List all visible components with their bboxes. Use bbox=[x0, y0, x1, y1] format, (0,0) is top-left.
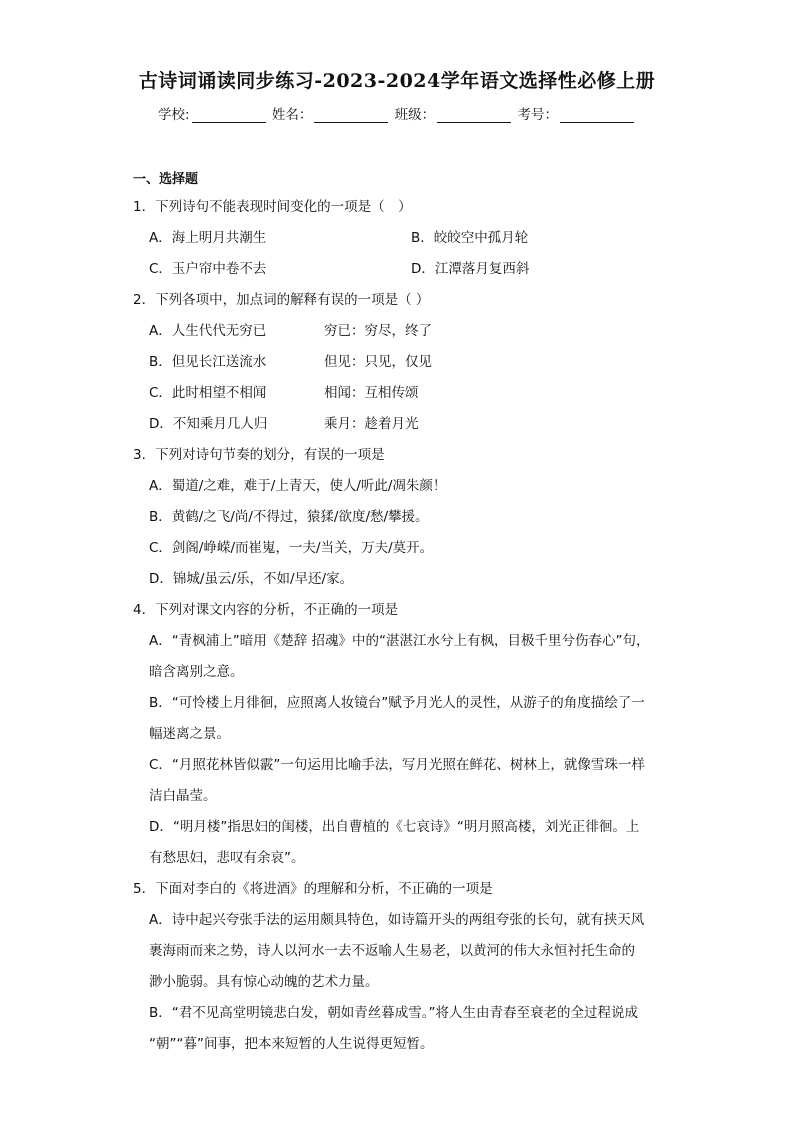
q5-option-a-line-1: A．诗中起兴夸张手法的运用颇具特色，如诗篇开头的两组夸张的长句，就有挟天风 bbox=[149, 912, 645, 928]
name-label: 姓名： bbox=[271, 107, 313, 123]
school-blank bbox=[192, 108, 266, 123]
question-5-stem: 5．下面对李白的《将进酒》的理解和分析，不正确的一项是 bbox=[133, 881, 493, 897]
name-blank bbox=[314, 108, 388, 123]
q4-option-d-line-2: 有愁思妇，悲叹有余哀”。 bbox=[149, 850, 305, 866]
school-label: 学校: bbox=[158, 107, 190, 123]
q1-option-d: D．江潭落月复西斜 bbox=[411, 261, 530, 277]
section-heading: 一、选择题 bbox=[133, 172, 199, 187]
question-2-stem: 2．下列各项中，加点词的解释有误的一项是（ ） bbox=[133, 292, 430, 308]
q3-option-c: C．剑阁/峥嵘/而崔嵬，一夫/当关，万夫/莫开。 bbox=[149, 540, 434, 556]
q4-option-d-line-1: D．“明月楼”指思妇的闺楼，出自曹植的《七哀诗》“明月照高楼，刘光正徘徊。上 bbox=[149, 819, 640, 835]
q4-option-a-line-2: 暗含离别之意。 bbox=[149, 664, 244, 680]
question-4-stem: 4．下列对课文内容的分析，不正确的一项是 bbox=[133, 602, 399, 618]
q2-option-b-def: 但见：只见，仅见 bbox=[324, 354, 432, 370]
class-blank bbox=[437, 108, 511, 123]
class-label: 班级： bbox=[394, 107, 436, 123]
q5-option-a-line-2: 裹海雨而来之势，诗人以河水一去不返喻人生易老，以黄河的伟大永恒衬托生命的 bbox=[149, 943, 635, 959]
q3-option-a: A．蜀道/之难，难于/上青天，使人/听此/凋朱颜！ bbox=[149, 478, 447, 494]
q4-option-b-line-1: B．“可怜楼上月徘徊，应照离人妆镜台”赋予月光人的灵性，从游子的角度描绘了一 bbox=[149, 695, 645, 711]
q2-option-c: C．此时相望不相闻 bbox=[149, 385, 267, 401]
q4-option-a-line-1: A．“青枫浦上”暗用《楚辞 招魂》中的“湛湛江水兮上有枫，目极千里兮伤春心”句， bbox=[149, 633, 650, 649]
q4-option-c-line-2: 洁白晶莹。 bbox=[149, 788, 217, 804]
q4-option-b-line-2: 幅迷离之景。 bbox=[149, 726, 230, 742]
q2-option-d-def: 乘月：趁着月光 bbox=[324, 416, 419, 432]
q2-option-b: B．但见长江送流水 bbox=[149, 354, 267, 370]
exam-number-blank bbox=[560, 108, 634, 123]
page-title: 古诗词诵读同步练习-2023-2024学年语文选择性必修上册 bbox=[138, 70, 656, 92]
q2-option-a: A．人生代代无穷已 bbox=[149, 323, 267, 339]
q2-option-d-row bbox=[133, 409, 673, 440]
q2-option-c-row bbox=[133, 378, 673, 409]
q2-option-c-def: 相闻：互相传颂 bbox=[324, 385, 419, 401]
q3-option-d: D．锦城/虽云/乐，不如/早还/家。 bbox=[149, 571, 354, 587]
student-info-row bbox=[0, 103, 794, 123]
q1-option-c: C．玉户帘中卷不去 bbox=[149, 261, 267, 277]
q4-option-c-line-1: C．“月照花林皆似霰”一句运用比喻手法，写月光照在鲜花、树林上，就像雪珠一样 bbox=[149, 757, 645, 773]
q1-option-a: A．海上明月共潮生 bbox=[149, 230, 267, 246]
q2-option-d: D．不知乘月几人归 bbox=[149, 416, 268, 432]
question-1-stem: 1．下列诗句不能表现时间变化的一项是（ ） bbox=[133, 199, 412, 215]
q2-option-a-def: 穷已：穷尽，终了 bbox=[324, 323, 432, 339]
q1-option-b: B．皎皎空中孤月轮 bbox=[411, 230, 529, 246]
question-1-options-row-1 bbox=[133, 223, 673, 254]
q3-option-b: B．黄鹤/之飞/尚/不得过，猿猱/欲度/愁/攀援。 bbox=[149, 509, 429, 525]
q2-option-a-row bbox=[133, 316, 673, 347]
q5-option-a-line-3: 渺小脆弱。具有惊心动魄的艺术力量。 bbox=[149, 974, 379, 990]
q2-option-b-row bbox=[133, 347, 673, 378]
q5-option-b-line-1: B．“君不见高堂明镜悲白发，朝如青丝暮成雪。”将人生由青春至衰老的全过程说成 bbox=[149, 1005, 638, 1021]
question-list bbox=[133, 168, 673, 1060]
question-1-options-row-2 bbox=[133, 254, 673, 285]
exam-number-label: 考号： bbox=[517, 107, 558, 123]
question-3-stem: 3．下列对诗句节奏的划分，有误的一项是 bbox=[133, 447, 385, 463]
q5-option-b-line-2: “朝”“暮”间事，把本来短暂的人生说得更短暂。 bbox=[149, 1036, 434, 1052]
